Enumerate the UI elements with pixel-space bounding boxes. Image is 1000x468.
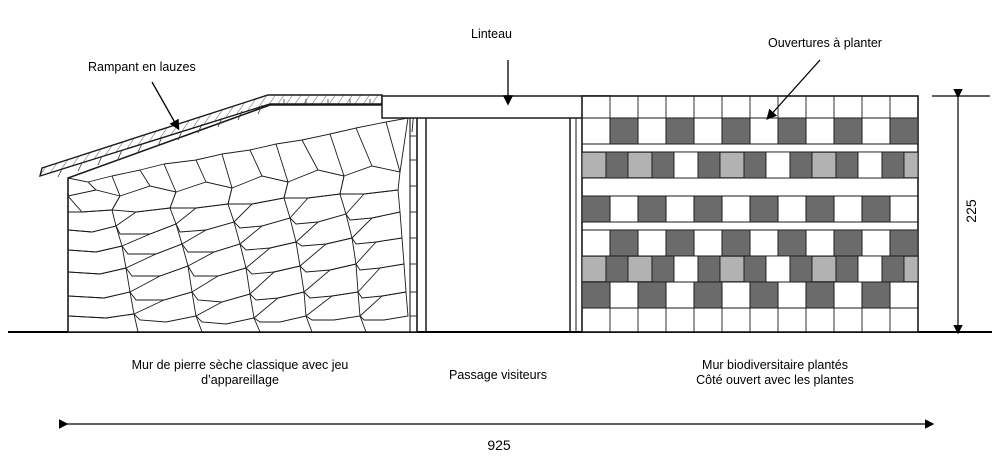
left-dry-stone-wall	[40, 95, 417, 332]
caption-middle: Passage visiteurs	[449, 368, 547, 382]
caption-left-line2: d’appareillage	[201, 373, 279, 387]
dimension-height-label: 225	[963, 199, 979, 223]
biodiversity-wall	[582, 96, 918, 332]
dimension-width-label: 925	[487, 437, 511, 453]
caption-right-line1: Mur biodiversitaire plantés	[702, 358, 848, 372]
caption-right-line2: Côté ouvert avec les plantes	[696, 373, 854, 387]
annotation-linteau: Linteau	[471, 27, 513, 41]
lintel-beam	[382, 96, 610, 118]
caption-left-line1: Mur de pierre sèche classique avec jeu	[131, 358, 349, 372]
vertical-dimension	[932, 96, 990, 332]
annotation-ouvertures: Ouvertures à planter	[768, 36, 882, 50]
annotation-rampant: Rampant en lauzes	[88, 60, 196, 74]
